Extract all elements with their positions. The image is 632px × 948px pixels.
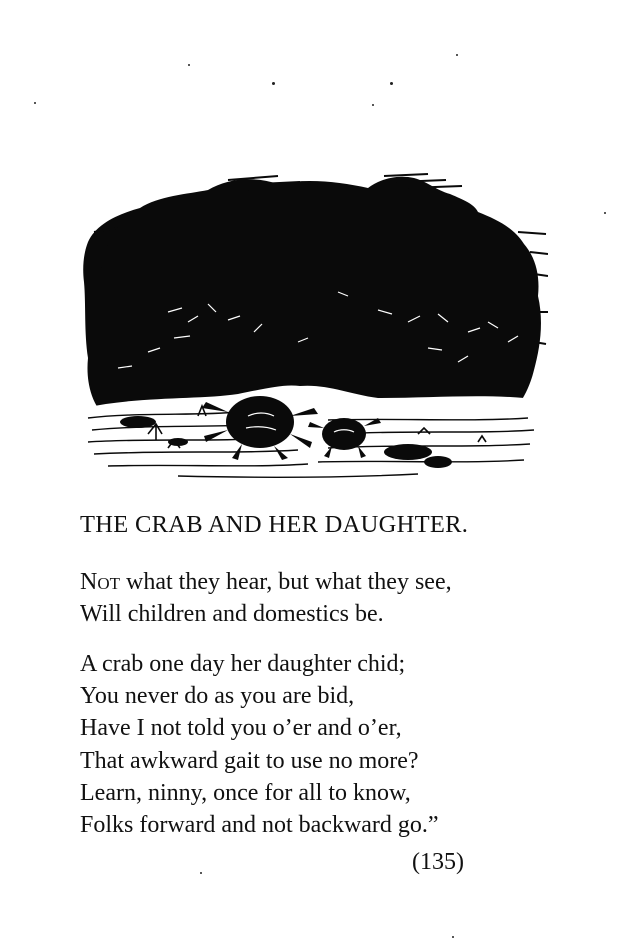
poem-line	[80, 712, 560, 744]
scan-speck	[272, 82, 275, 85]
poem-line-text: what they hear, but what they see,	[120, 569, 452, 595]
poem-line	[80, 566, 560, 598]
poem-line-text: Will children and domestics be.	[80, 601, 384, 628]
scan-speck	[456, 54, 458, 56]
poem-line-text: You never do as you are bid,	[80, 683, 355, 710]
poem-line-text: Learn, ninny, once for all to know,	[80, 779, 411, 806]
poem-line	[80, 809, 560, 841]
poem-line	[80, 745, 560, 777]
scan-speck	[452, 936, 454, 938]
small-caps-word: Not	[80, 569, 120, 595]
page-title: THE CRAB AND HER DAUGHTER.	[80, 511, 469, 538]
stanza-fable	[80, 648, 560, 841]
scan-speck	[34, 102, 36, 104]
poem-line	[80, 648, 560, 680]
poem-line	[80, 777, 560, 809]
scan-speck	[390, 82, 393, 85]
stanza-moral	[80, 566, 560, 630]
poem-line-text: Folks forward and not backward go.”	[80, 812, 439, 839]
page-number: (135)	[412, 849, 464, 875]
scan-speck	[604, 212, 606, 214]
scan-speck	[200, 872, 202, 874]
crab-woodcut-svg	[78, 172, 548, 490]
poem-line	[80, 598, 560, 630]
poem-line-text: That awkward gait to use no more?	[80, 747, 419, 774]
poem-line-text: A crab one day her daughter chid;	[80, 651, 406, 677]
poem-line-text: Have I not told you o’er and o’er,	[80, 715, 402, 742]
woodcut-illustration	[78, 172, 548, 490]
shore-ground	[84, 385, 540, 484]
poem-line	[80, 680, 560, 712]
scan-speck	[188, 64, 190, 66]
dark-foliage	[83, 177, 541, 408]
scan-speck	[372, 104, 374, 106]
